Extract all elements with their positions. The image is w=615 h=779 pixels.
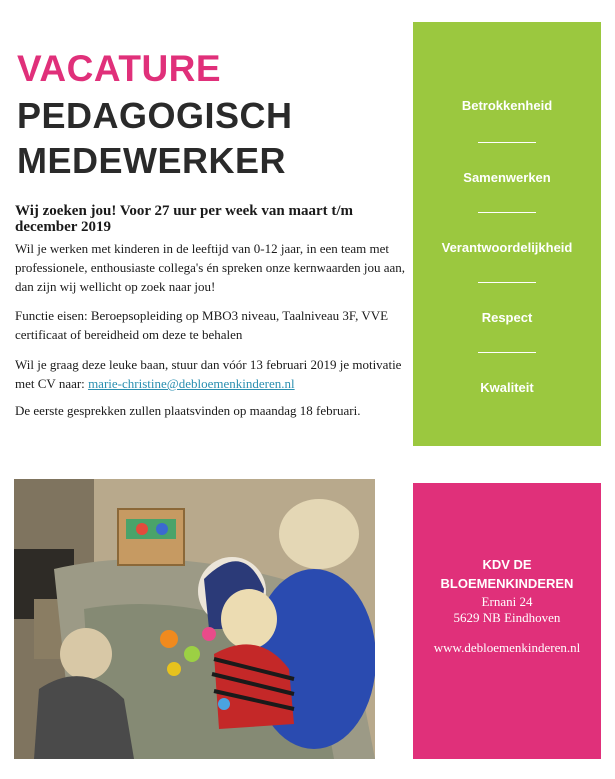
value-betrokkenheid: Betrokkenheid xyxy=(461,98,553,113)
email-link[interactable]: marie-christine@debloemenkinderen.nl xyxy=(88,376,295,391)
paragraph-apply xyxy=(15,355,410,393)
value-divider xyxy=(478,282,536,283)
title-vacature: VACATURE xyxy=(17,48,222,89)
children-playing-photo xyxy=(14,479,375,759)
intro-heading: Wij zoeken jou! Voor 27 uur per week van maart t/m december 2019 xyxy=(15,203,354,235)
value-divider xyxy=(478,212,536,213)
title-medewerker: MEDEWERKER xyxy=(17,140,287,181)
company-address xyxy=(413,594,601,626)
company-name-line2: BLOEMENKINDEREN xyxy=(440,576,574,591)
apply-text: Wil je graag deze leuke baan, stuur dan vóór 13 februari 2019 je motivatie met CV naar: xyxy=(15,357,402,391)
contact-panel xyxy=(413,483,601,759)
company-website[interactable]: www.debloemenkinderen.nl xyxy=(433,640,581,655)
value-verantwoordelijkheid: Verantwoordelijkheid xyxy=(441,240,573,255)
core-values-panel xyxy=(413,22,601,446)
paragraph-requirements: Functie eisen: Beroepsopleiding op MBO3 niveau, Taalniveau 3F, VVE certificaat of bereidheid om deze te behalen xyxy=(15,308,389,342)
paragraph-intro: Wil je werken met kinderen in de leeftijd van 0-12 jaar, in een team met professionele, enthousiaste collega's én spreken onze kernwaarden jou aan, dan zijn wij wellicht op zoek naar jou! xyxy=(15,241,406,294)
value-respect: Respect xyxy=(481,310,533,325)
value-samenwerken: Samenwerken xyxy=(463,170,551,185)
company-name-line1: KDV DE xyxy=(482,557,532,572)
paragraph-interviews: De eerste gesprekken zullen plaatsvinden op maandag 18 februari. xyxy=(15,403,361,418)
title-pedagogisch: PEDAGOGISCH xyxy=(17,95,293,136)
value-kwaliteit: Kwaliteit xyxy=(480,380,534,395)
address-city: 5629 NB Eindhoven xyxy=(453,610,561,625)
address-street: Ernani 24 xyxy=(481,594,533,609)
value-divider xyxy=(478,352,536,353)
value-divider xyxy=(478,142,536,143)
company-name xyxy=(413,555,601,593)
